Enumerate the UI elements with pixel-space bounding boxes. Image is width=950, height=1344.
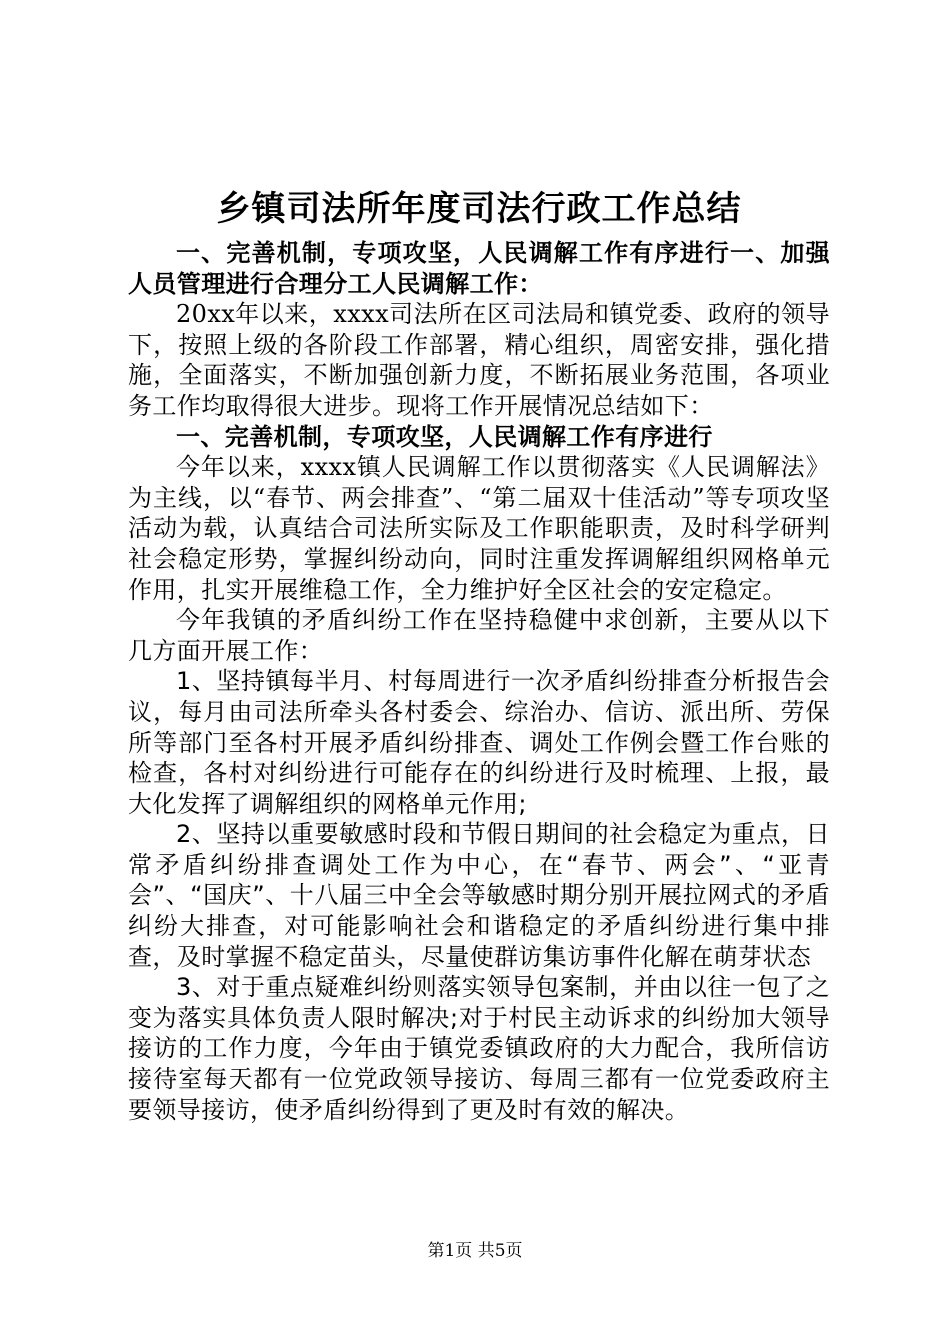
paragraph-item-1: 1、坚持镇每半月、村每周进行一次矛盾纠纷排查分析报告会议，每月由司法所牵头各村委会、综治办、信访、派出所、劳保所等部门至各村开展矛盾纠纷排查、调处工作例会暨工作台账的检查，各村对纠纷进行可能存在的纠纷进行及时梳理、上报，最大化发挥了调解组织的网格单元作用; (128, 667, 830, 818)
document-title: 乡镇司法所年度司法行政工作总结 (216, 189, 742, 229)
paragraph-heading-intro: 一、完善机制，专项攻坚，人民调解工作有序进行一、加强人员管理进行合理分工人民调解工作： (128, 239, 830, 298)
paragraph-section-heading: 一、完善机制，专项攻坚，人民调解工作有序进行 (176, 422, 713, 451)
paragraph-item-3: 3、对于重点疑难纠纷则落实领导包案制，并由以往一包了之变为落实具体负责人限时解决;对于村民主动诉求的纠纷加大领导接访的工作力度，今年由于镇党委镇政府的大力配合，我所信访接待室每天都有一位党政领导接访、每周三都有一位党委政府主要领导接访，使矛盾纠纷得到了更及时有效的解决。 (128, 973, 830, 1124)
document-body (128, 182, 830, 1125)
paragraph-intro: 20xx年以来，xxxx司法所在区司法局和镇党委、政府的领导下，按照上级的各阶段工作部署，精心组织，周密安排，强化措施，全面落实，不断加强创新力度，不断拓展业务范围，各项业务工作均取得很大进步。现将工作开展情况总结如下： (128, 300, 830, 420)
paragraph-work-aspects: 今年我镇的矛盾纠纷工作在坚持稳健中求创新，主要从以下几方面开展工作： (128, 606, 830, 665)
paragraph-mediation-overview: 今年以来，xxxx镇人民调解工作以贯彻落实《人民调解法》为主线，以“春节、两会排查”、“第二届双十佳活动”等专项攻坚活动为载，认真结合司法所实际及工作职能职责，及时科学研判社会稳定形势，掌握纠纷动向，同时注重发挥调解组织网格单元作用，扎实开展维稳工作，全力维护好全区社会的安定稳定。 (128, 453, 830, 604)
page-footer: 第1页 共5页 (427, 1241, 523, 1261)
paragraph-item-2: 2、坚持以重要敏感时段和节假日期间的社会稳定为重点，日常矛盾纠纷排查调处工作为中心，在“春节、两会”、“亚青会”、“国庆”、十八届三中全会等敏感时期分别开展拉网式的矛盾纠纷大排查，对可能影响社会和谐稳定的矛盾纠纷进行集中排查，及时掌握不稳定苗头，尽量使群访集访事件化解在萌芽状态 (128, 820, 830, 971)
